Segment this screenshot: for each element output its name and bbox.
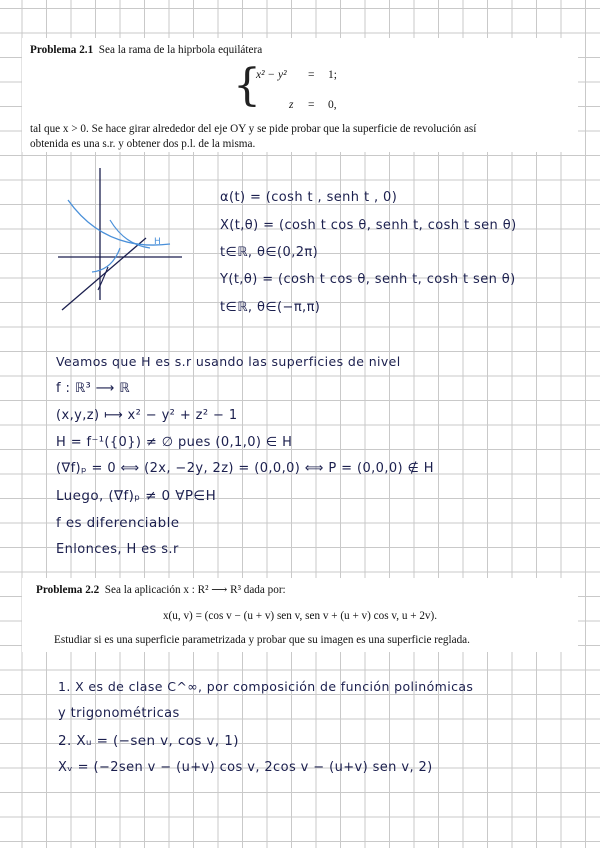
system-brace: { [233,60,261,111]
hand3-line-0: 1. X es de clase C^∞, por composición de función polinómicas [58,679,474,694]
eq2-equals: = [308,99,315,111]
problem-2-2-question: Estudiar si es una superficie parametrizada y probar que su imagen es una superficie reglada. [54,634,470,646]
problem-2-1-intro-line [30,43,262,58]
curve-label-h: H [154,237,161,247]
hyperbola-sketch [50,160,190,320]
hand3-line-1: y trigonométricas [58,706,180,721]
problem-2-2-intro-line [36,583,286,598]
hyperbola-branch [110,220,150,248]
hand1-line-0: α(t) = (cosh t , senh t , 0) [220,190,398,205]
hand1-line-2: t∈ℝ, θ∈(0,2π) [220,245,319,260]
problem-2-2-heading: Problema 2.2 [36,584,100,596]
axis-oz [62,238,146,310]
problem-2-1-text-line2: obtenida es una s.r. y obtener dos p.l. de la misma. [30,138,256,150]
eq2-rhs: 0, [328,99,337,111]
problem-2-1-block [22,38,578,152]
problem-2-1-text-line1: tal que x > 0. Se hace girar alrededor del eje OY y se pide probar que la superficie de revolución así [30,123,477,135]
hand2-line-1: f : ℝ³ ⟶ ℝ [56,381,130,396]
hand2-line-2: (x,y,z) ⟼ x² − y² + z² − 1 [56,408,238,423]
hand2-line-4: (∇f)ₚ = 0 ⟺ (2x, −2y, 2z) = (0,0,0) ⟺ P = (0,0,0) ∉ H [56,461,434,476]
hand2-line-5: Luego, (∇f)ₚ ≠ 0 ∀P∈H [56,488,217,504]
hand3-line-2: 2. Xᵤ = (−sen v, cos v, 1) [58,733,239,749]
hand2-line-0: Veamos que H es s.r usando las superficies de nivel [56,354,401,369]
problem-2-2-formula: x(u, v) = (cos v − (u + v) sen v, sen v + (u + v) cos v, u + 2v). [162,610,438,622]
hand2-line-7: Enlonces, H es s.r [56,542,179,557]
hand2-line-6: f es diferenciable [56,515,180,531]
eq1-lhs: x² − y² [256,69,287,81]
hand1-line-3: Y(t,θ) = (cosh t cos θ, senh t, cosh t sen θ) [220,272,516,287]
problem-2-1-intro: Sea la rama de la hiprbola equilátera [98,44,263,56]
problem-2-1-heading: Problema 2.1 [30,44,94,56]
rotation-arc [92,248,120,272]
hand2-line-3: H = f⁻¹({0}) ≠ ∅ pues (0,1,0) ∈ H [56,435,293,450]
hand3-line-3: Xᵥ = (−2sen v − (u+v) cos v, 2cos v − (u+v) sen v, 2) [58,760,433,775]
hand1-line-4: t∈ℝ, θ∈(−π,π) [220,300,321,315]
problem-2-2-block [22,578,578,652]
eq1-rhs: 1; [328,69,337,81]
problem-2-2-intro: Sea la aplicación x : R² ⟶ R³ dada por: [104,584,286,596]
eq2-lhs: z [289,99,294,111]
eq1-equals: = [308,69,315,81]
hand1-line-1: X(t,θ) = (cosh t cos θ, senh t, cosh t sen θ) [220,218,517,233]
